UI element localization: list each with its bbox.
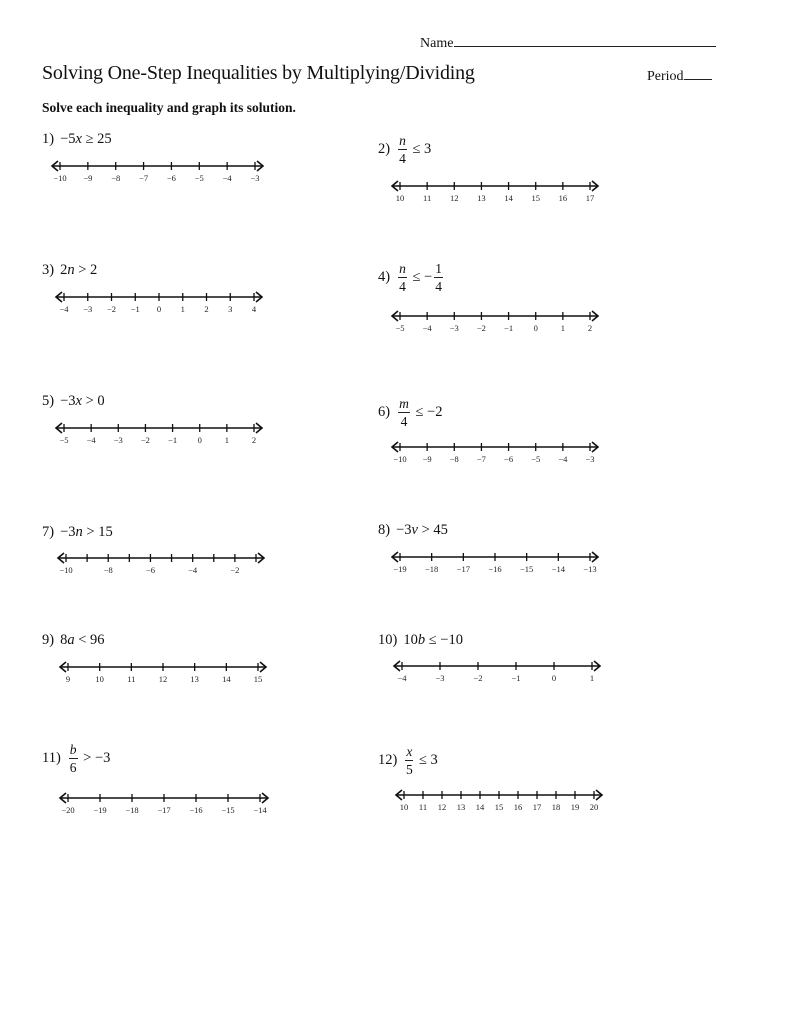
name-blank[interactable] [454,34,716,47]
tick-label: 13 [456,802,466,812]
problem-number: 12) [378,752,398,768]
tick-label: 16 [513,802,523,812]
inequality [60,262,97,278]
tick-label: −1 [130,304,140,314]
number-line-6[interactable] [390,441,600,467]
tick-label: −3 [435,673,445,683]
relation: > 0 [81,393,105,410]
tick-label: 15 [531,193,540,203]
tick-label: −3 [113,435,123,445]
problem-9 [42,632,105,649]
tick-label: −4 [422,323,432,333]
problem-11 [42,743,110,774]
problem-2 [378,134,431,165]
number-line-7[interactable] [56,552,266,578]
relation: ≤ −10 [425,632,463,649]
tick-label: −6 [166,173,176,183]
tick-label: −14 [551,564,565,574]
problem-number: 10) [378,632,398,649]
numerator: m [399,396,409,411]
tick-label: 14 [222,674,231,684]
number-line-graph[interactable] [50,160,265,186]
tick-label: 18 [551,802,561,812]
tick-label: −18 [125,805,139,815]
problem-number: 2) [378,141,391,157]
tick-label: −1 [504,323,514,333]
tick-label: 12 [450,193,459,203]
tick-label: 16 [558,193,568,203]
number-line-9[interactable] [58,661,268,687]
inequality [396,396,443,429]
inequality [396,261,445,294]
problem-number: 5) [42,393,55,410]
tick-label: 2 [587,323,593,333]
tick-label: −2 [230,565,240,575]
tick-label: −10 [53,173,67,183]
tick-label: −10 [59,565,73,575]
tick-label: 10 [399,802,409,812]
tick-label: 17 [532,802,542,812]
tick-label: −4 [558,454,568,464]
tick-label: 2 [204,304,209,314]
tick-label: 0 [197,435,202,445]
tick-label: −17 [157,805,171,815]
tick-label: 9 [65,674,71,684]
tick-label: −19 [93,805,107,815]
tick-label: −2 [476,323,486,333]
tick-label: 10 [95,674,104,684]
tick-label: −14 [253,805,267,815]
number-line-graph[interactable] [390,180,600,206]
problem-1 [42,131,112,148]
tick-label: −1 [168,435,178,445]
tick-label: −16 [488,564,502,574]
tick-label: −6 [504,454,514,464]
numerator: b [69,742,77,757]
name-field[interactable] [420,34,716,52]
tick-label: −9 [83,173,93,183]
problem-8 [378,522,448,539]
number-line-graph[interactable] [58,792,270,818]
tick-label: −2 [473,673,483,683]
problem-number: 11) [42,750,61,766]
problem-4 [378,262,445,293]
tick-label: 1 [224,435,229,445]
number-line-graph[interactable] [392,660,602,686]
coefficient: 8 [60,632,68,649]
tick-label: −4 [59,304,69,314]
number-line-12[interactable] [394,789,604,815]
problem-10 [378,632,463,649]
tick-label: −5 [59,435,69,445]
coefficient: 2 [60,262,68,279]
problem-12 [378,745,438,776]
problem-3 [42,262,97,279]
problem-5 [42,393,105,410]
inequality [396,522,448,538]
tick-label: −15 [221,805,235,815]
period-field[interactable] [647,67,712,85]
fraction [398,262,407,293]
denominator: 4 [399,278,406,294]
fraction [398,134,407,165]
tick-label: 2 [251,435,257,445]
instructions: Solve each inequality and graph its solution. [42,100,296,115]
number-line-8[interactable] [390,551,600,577]
tick-label: −20 [61,805,75,815]
tick-label: 14 [475,802,485,812]
coefficient: −3 [60,393,76,410]
number-line-graph[interactable] [56,552,266,578]
variable: x [75,131,82,148]
coefficient: 10 [403,632,418,649]
tick-label: −8 [111,173,121,183]
tick-label: −4 [188,565,198,575]
problem-7 [42,524,113,541]
numerator: 1 [435,261,442,276]
tick-label: 0 [551,673,557,683]
inequality [60,393,105,409]
relation: > 2 [74,262,98,279]
fraction [434,262,443,293]
period-blank[interactable] [684,67,712,80]
tick-label: 3 [228,304,233,314]
tick-label: −9 [422,454,432,464]
denominator: 4 [399,150,406,166]
numerator: x [406,744,413,759]
problem-number: 9) [42,632,55,649]
tick-label: −17 [456,564,470,574]
number-line-4[interactable] [390,310,600,336]
coefficient: −5 [60,131,76,148]
number-line-5[interactable] [54,422,264,448]
variable: b [417,632,426,649]
tick-label: 15 [494,802,504,812]
problem-6 [378,397,442,428]
tick-label: 12 [437,802,447,812]
tick-label: −4 [397,673,407,683]
fraction [398,397,410,428]
relation: > 45 [417,522,448,539]
number-line-graph[interactable] [390,551,600,577]
fraction [69,743,78,774]
tick-label: 20 [589,802,599,812]
relation: > −3 [79,750,111,766]
problem-number: 1) [42,131,55,148]
variable: n [67,262,75,279]
variable: v [411,522,418,539]
worksheet-title: Solving One-Step Inequalities by Multiplying/Dividing [42,62,475,84]
inequality [60,632,104,648]
tick-label: 11 [418,802,428,812]
tick-label: 0 [533,323,538,333]
period-label: Period [647,69,684,84]
inequality [403,744,438,777]
tick-label: −7 [476,454,486,464]
number-line-1[interactable] [50,160,265,186]
tick-label: −5 [395,323,405,333]
tick-label: 11 [423,193,432,203]
relation: < 96 [74,632,105,649]
problem-number: 4) [378,269,391,285]
tick-label: −8 [449,454,459,464]
inequality [60,524,113,540]
number-line-graph[interactable] [54,422,264,448]
tick-label: 13 [190,674,199,684]
tick-label: −1 [511,673,521,683]
tick-label: −3 [250,173,260,183]
tick-label: 15 [253,674,263,684]
tick-label: −5 [194,173,204,183]
number-line-graph[interactable] [390,310,600,336]
inequality [403,632,463,648]
variable: n [75,524,83,541]
tick-label: −19 [393,564,407,574]
tick-label: −3 [83,304,93,314]
inequality [67,742,111,775]
tick-label: −18 [425,564,439,574]
number-line-graph[interactable] [390,441,600,467]
tick-label: 14 [504,193,513,203]
number-line-graph[interactable] [394,789,604,815]
problem-number: 8) [378,522,391,539]
tick-label: 0 [156,304,162,314]
tick-label: −4 [222,173,232,183]
number-line-graph[interactable] [58,661,268,687]
relation: ≤ −2 [411,404,443,420]
variable: x [75,393,82,410]
denominator: 5 [405,761,413,777]
tick-label: 17 [585,193,595,203]
relation: ≤ 3 [408,141,432,157]
tick-label: 19 [570,802,580,812]
tick-label: 12 [158,674,168,684]
tick-label: −3 [585,454,595,464]
tick-label: −5 [531,454,541,464]
inequality [396,133,432,166]
tick-label: −6 [145,565,155,575]
problem-number: 6) [378,404,391,420]
coefficient: −3 [396,522,412,539]
problem-number: 7) [42,524,55,541]
problem-number: 3) [42,262,55,279]
tick-label: 1 [180,304,185,314]
denominator: 4 [400,413,408,429]
numerator: n [399,261,406,276]
relation: ≤ − [408,269,433,285]
tick-label: 4 [251,304,257,314]
tick-label: 10 [395,193,405,203]
tick-label: −8 [103,565,113,575]
tick-label: 1 [560,323,565,333]
numerator: n [399,133,406,148]
denominator: 6 [69,759,77,775]
relation: > 15 [82,524,113,541]
tick-label: −10 [393,454,407,464]
tick-label: −4 [86,435,96,445]
tick-label: 13 [477,193,486,203]
tick-label: −16 [189,805,203,815]
number-line-graph[interactable] [54,291,264,317]
number-line-10[interactable] [392,660,602,686]
tick-label: 1 [589,673,595,683]
tick-label: −13 [583,564,597,574]
variable: a [67,632,75,649]
tick-label: −2 [140,435,150,445]
relation: ≤ 3 [415,752,438,768]
number-line-2[interactable] [390,180,600,206]
number-line-11[interactable] [58,792,270,818]
tick-label: −3 [449,323,459,333]
inequality [60,131,112,147]
tick-label: −15 [520,564,534,574]
name-label: Name [420,36,454,51]
tick-label: −7 [139,173,149,183]
denominator: 4 [435,278,442,294]
coefficient: −3 [60,524,76,541]
tick-label: 11 [127,674,136,684]
fraction [405,745,413,776]
relation: ≥ 25 [81,131,112,148]
number-line-3[interactable] [54,291,264,317]
tick-label: −2 [106,304,117,314]
